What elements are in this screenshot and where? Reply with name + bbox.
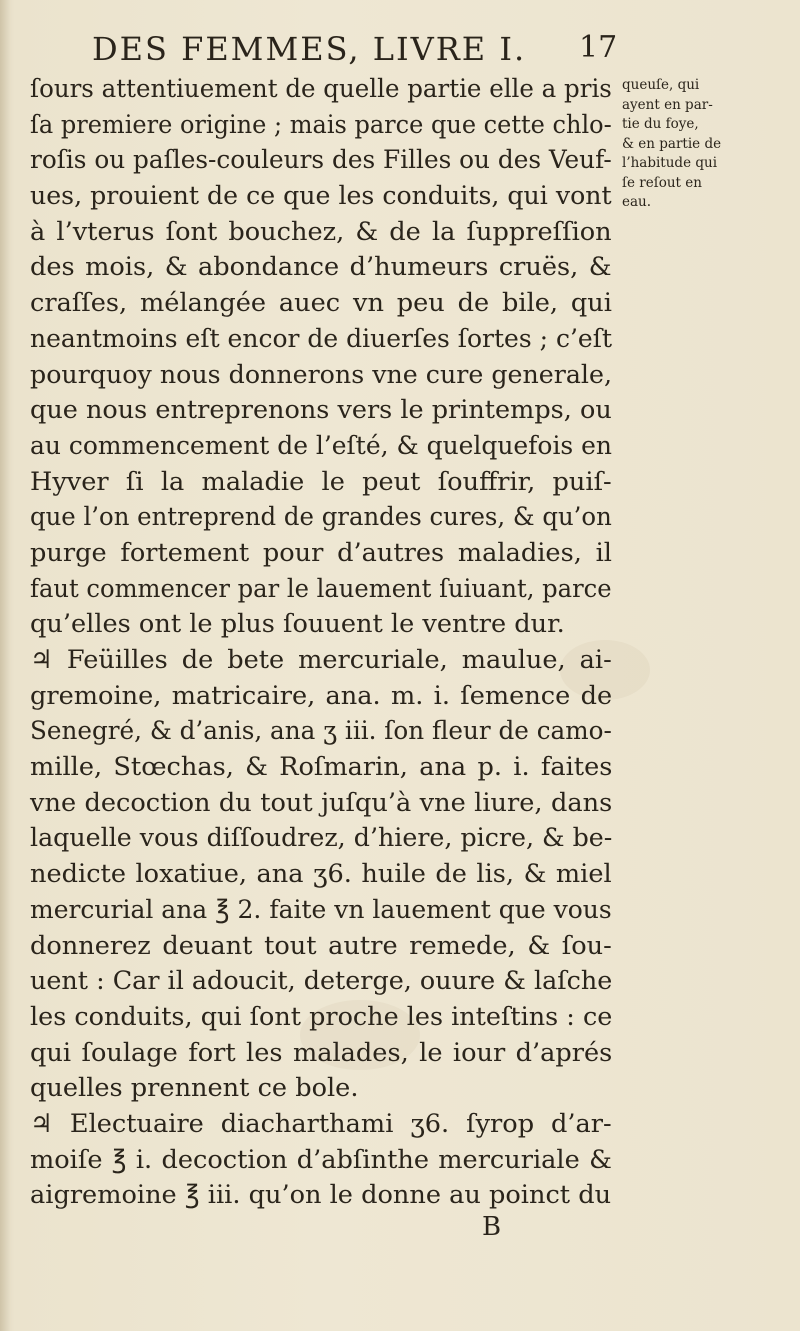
text-line: ſours attentiuement de quelle partie elle a pris <box>30 74 612 104</box>
text-line: ſa premiere origine ; mais parce que cette chlo- <box>30 109 612 140</box>
body-text <box>30 72 615 1214</box>
text-line: Senegré, & d’anis, ana ʒ iii. ſon fleur de camo- <box>30 716 612 747</box>
margin-note-line: tie du foye, <box>622 116 699 132</box>
signature-mark: B <box>482 1212 502 1242</box>
text-line: à l’vterus ſont bouchez, & de la ſuppreſſion <box>30 216 612 247</box>
margin-note-line: ayent en par- <box>622 96 713 113</box>
text-line: uent : Car il adoucit, deterge, ouure & laſche <box>30 966 613 997</box>
text-line: nedicte loxatiue, ana ʒ6. huile de lis, & miel <box>30 859 612 890</box>
margin-note <box>622 76 792 213</box>
text-line: pourquoy nous donnerons vne cure generale, <box>30 359 613 390</box>
margin-note-line: queuſe, qui <box>622 77 700 93</box>
text-line: donnerez deuant tout autre remede, & ſou- <box>30 930 612 961</box>
text-line: qu’elles ont le plus ſouuent le ventre dur. <box>30 609 565 640</box>
text-line: purge fortement pour d’autres maladies, il <box>30 537 612 568</box>
page-gutter <box>0 0 10 1331</box>
text-line: les conduits, qui ſont proche les inteſtins : ce <box>30 1001 613 1032</box>
text-line: qui ſoulage fort les malades, le iour d’aprés <box>30 1037 613 1068</box>
text-line: que nous entreprenons vers le printemps, ou <box>30 395 612 426</box>
running-head: DES FEMMES, LIVRE I. <box>92 30 527 68</box>
margin-note-line: ſe reſout en <box>622 174 702 191</box>
text-line: que l’on entreprend de grandes cures, & qu’on <box>30 502 612 533</box>
text-line: ♃ Feüilles de bete mercuriale, maulue, ai- <box>30 645 612 675</box>
text-line: gremoine, matricaire, ana. m. i. ſemence de <box>30 680 613 711</box>
text-line: des mois, & abondance d’humeurs cruës, & <box>30 252 612 283</box>
text-line: neantmoins eſt encor de diuerſes ſortes ; c’eſt <box>30 323 612 354</box>
text-line: faut commencer par le lauement ſuiuant, parce <box>30 573 612 604</box>
margin-note-line: & en partie de <box>622 135 722 152</box>
text-line: quelles prennent ce bole. <box>30 1073 359 1104</box>
margin-note-line: eau. <box>622 194 652 210</box>
text-line: ues, prouient de ce que les conduits, qui vont <box>30 181 612 212</box>
text-line: vne decoction du tout juſqu’à vne liure, dans <box>30 787 613 818</box>
text-line: mercurial ana ℥ 2. faite vn lauement que vous <box>30 894 612 925</box>
text-line: laquelle vous diſſoudrez, d’hiere, picre, & be- <box>30 823 613 854</box>
text-line: craſſes, mélangée auec vn peu de bile, qui <box>30 288 612 319</box>
text-line: mille, Stœchas, & Roſmarin, ana p. i. faites <box>30 752 613 783</box>
text-line: au commencement de l’eſté, & quelquefois en <box>30 430 612 461</box>
page-header <box>92 30 632 72</box>
margin-note-line: l’habitude qui <box>622 155 718 171</box>
page-number: 17 <box>579 30 618 65</box>
text-line: moiſe ℥ i. decoction d’abſinthe mercuriale & <box>30 1144 612 1175</box>
text-line: aigremoine ℥ iii. qu’on le donne au poinct du <box>30 1180 612 1211</box>
text-line: Hyver ſi la maladie le peut ſouffrir, puiſ- <box>30 466 612 497</box>
text-line: roſis ou paſles-couleurs des Filles ou des Veuf- <box>30 145 612 176</box>
text-line: ♃ Electuaire diacharthami ʒ6. ſyrop d’ar- <box>30 1108 612 1139</box>
